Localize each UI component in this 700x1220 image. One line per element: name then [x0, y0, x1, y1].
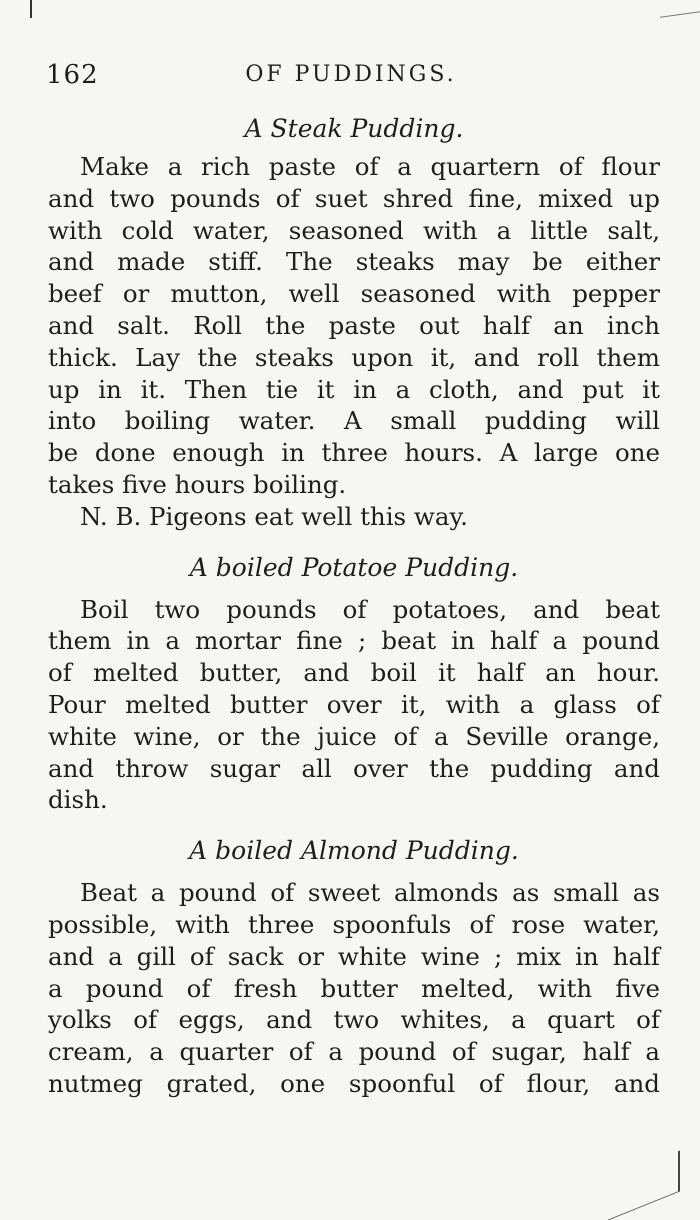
text-line: white wine, or the juice of a Seville orange, — [48, 721, 660, 751]
text-line: nutmeg grated, one spoonful of flour, and — [48, 1068, 660, 1098]
text-line: and a gill of sack or white wine ; mix in half — [48, 941, 660, 971]
text-line: into boiling water. A small pudding will — [48, 406, 660, 436]
text-line: thick. Lay the steaks upon it, and roll them — [48, 342, 660, 372]
page-edge-mark — [30, 0, 42, 18]
page-body — [48, 112, 660, 1100]
text-line: a pound of fresh butter melted, with five — [48, 973, 660, 1003]
text-line: Make a rich paste of a quartern of flour — [80, 152, 660, 181]
text-line: beef or mutton, well seasoned with pepper — [48, 279, 660, 309]
text-line: and made stiff. The steaks may be either — [48, 247, 660, 277]
page-edge-mark — [608, 1150, 680, 1220]
running-head: OF PUDDINGS. — [245, 62, 457, 87]
text-line: yolks of eggs, and two whites, a quart of — [48, 1005, 660, 1035]
text-line: takes five hours boiling. — [48, 469, 347, 499]
text-line: be done enough in three hours. A large one — [48, 438, 660, 468]
text-line: possible, with three spoonfuls of rose water, — [48, 909, 660, 939]
note-line: N. B. Pigeons eat well this way. — [80, 501, 468, 531]
section-heading: A Steak Pudding. — [244, 114, 464, 143]
text-line: and throw sugar all over the pudding and — [48, 753, 660, 783]
text-line: them in a mortar fine ; beat in half a pound — [48, 626, 660, 656]
page-number: 162 — [46, 60, 99, 90]
text-line: and salt. Roll the paste out half an inch — [48, 310, 660, 340]
page-header — [46, 60, 656, 96]
text-line: dish. — [48, 785, 108, 815]
text-line: Pour melted butter over it, with a glass of — [48, 689, 660, 719]
text-line: cream, a quarter of a pound of sugar, half a — [48, 1037, 660, 1067]
text-line: with cold water, seasoned with a little salt, — [48, 215, 660, 245]
text-line: up in it. Then tie it in a cloth, and put it — [48, 374, 660, 404]
text-line: of melted butter, and boil it half an hour. — [48, 658, 660, 688]
text-line: Beat a pound of sweet almonds as small as — [80, 878, 660, 908]
section-heading: A boiled Almond Pudding. — [189, 836, 519, 866]
text-line: and two pounds of suet shred fine, mixed up — [48, 183, 660, 213]
text-line: Boil two pounds of potatoes, and beat — [80, 594, 660, 624]
section-heading: A boiled Potatoe Pudding. — [189, 552, 519, 582]
page-corner-mark — [660, 0, 700, 18]
